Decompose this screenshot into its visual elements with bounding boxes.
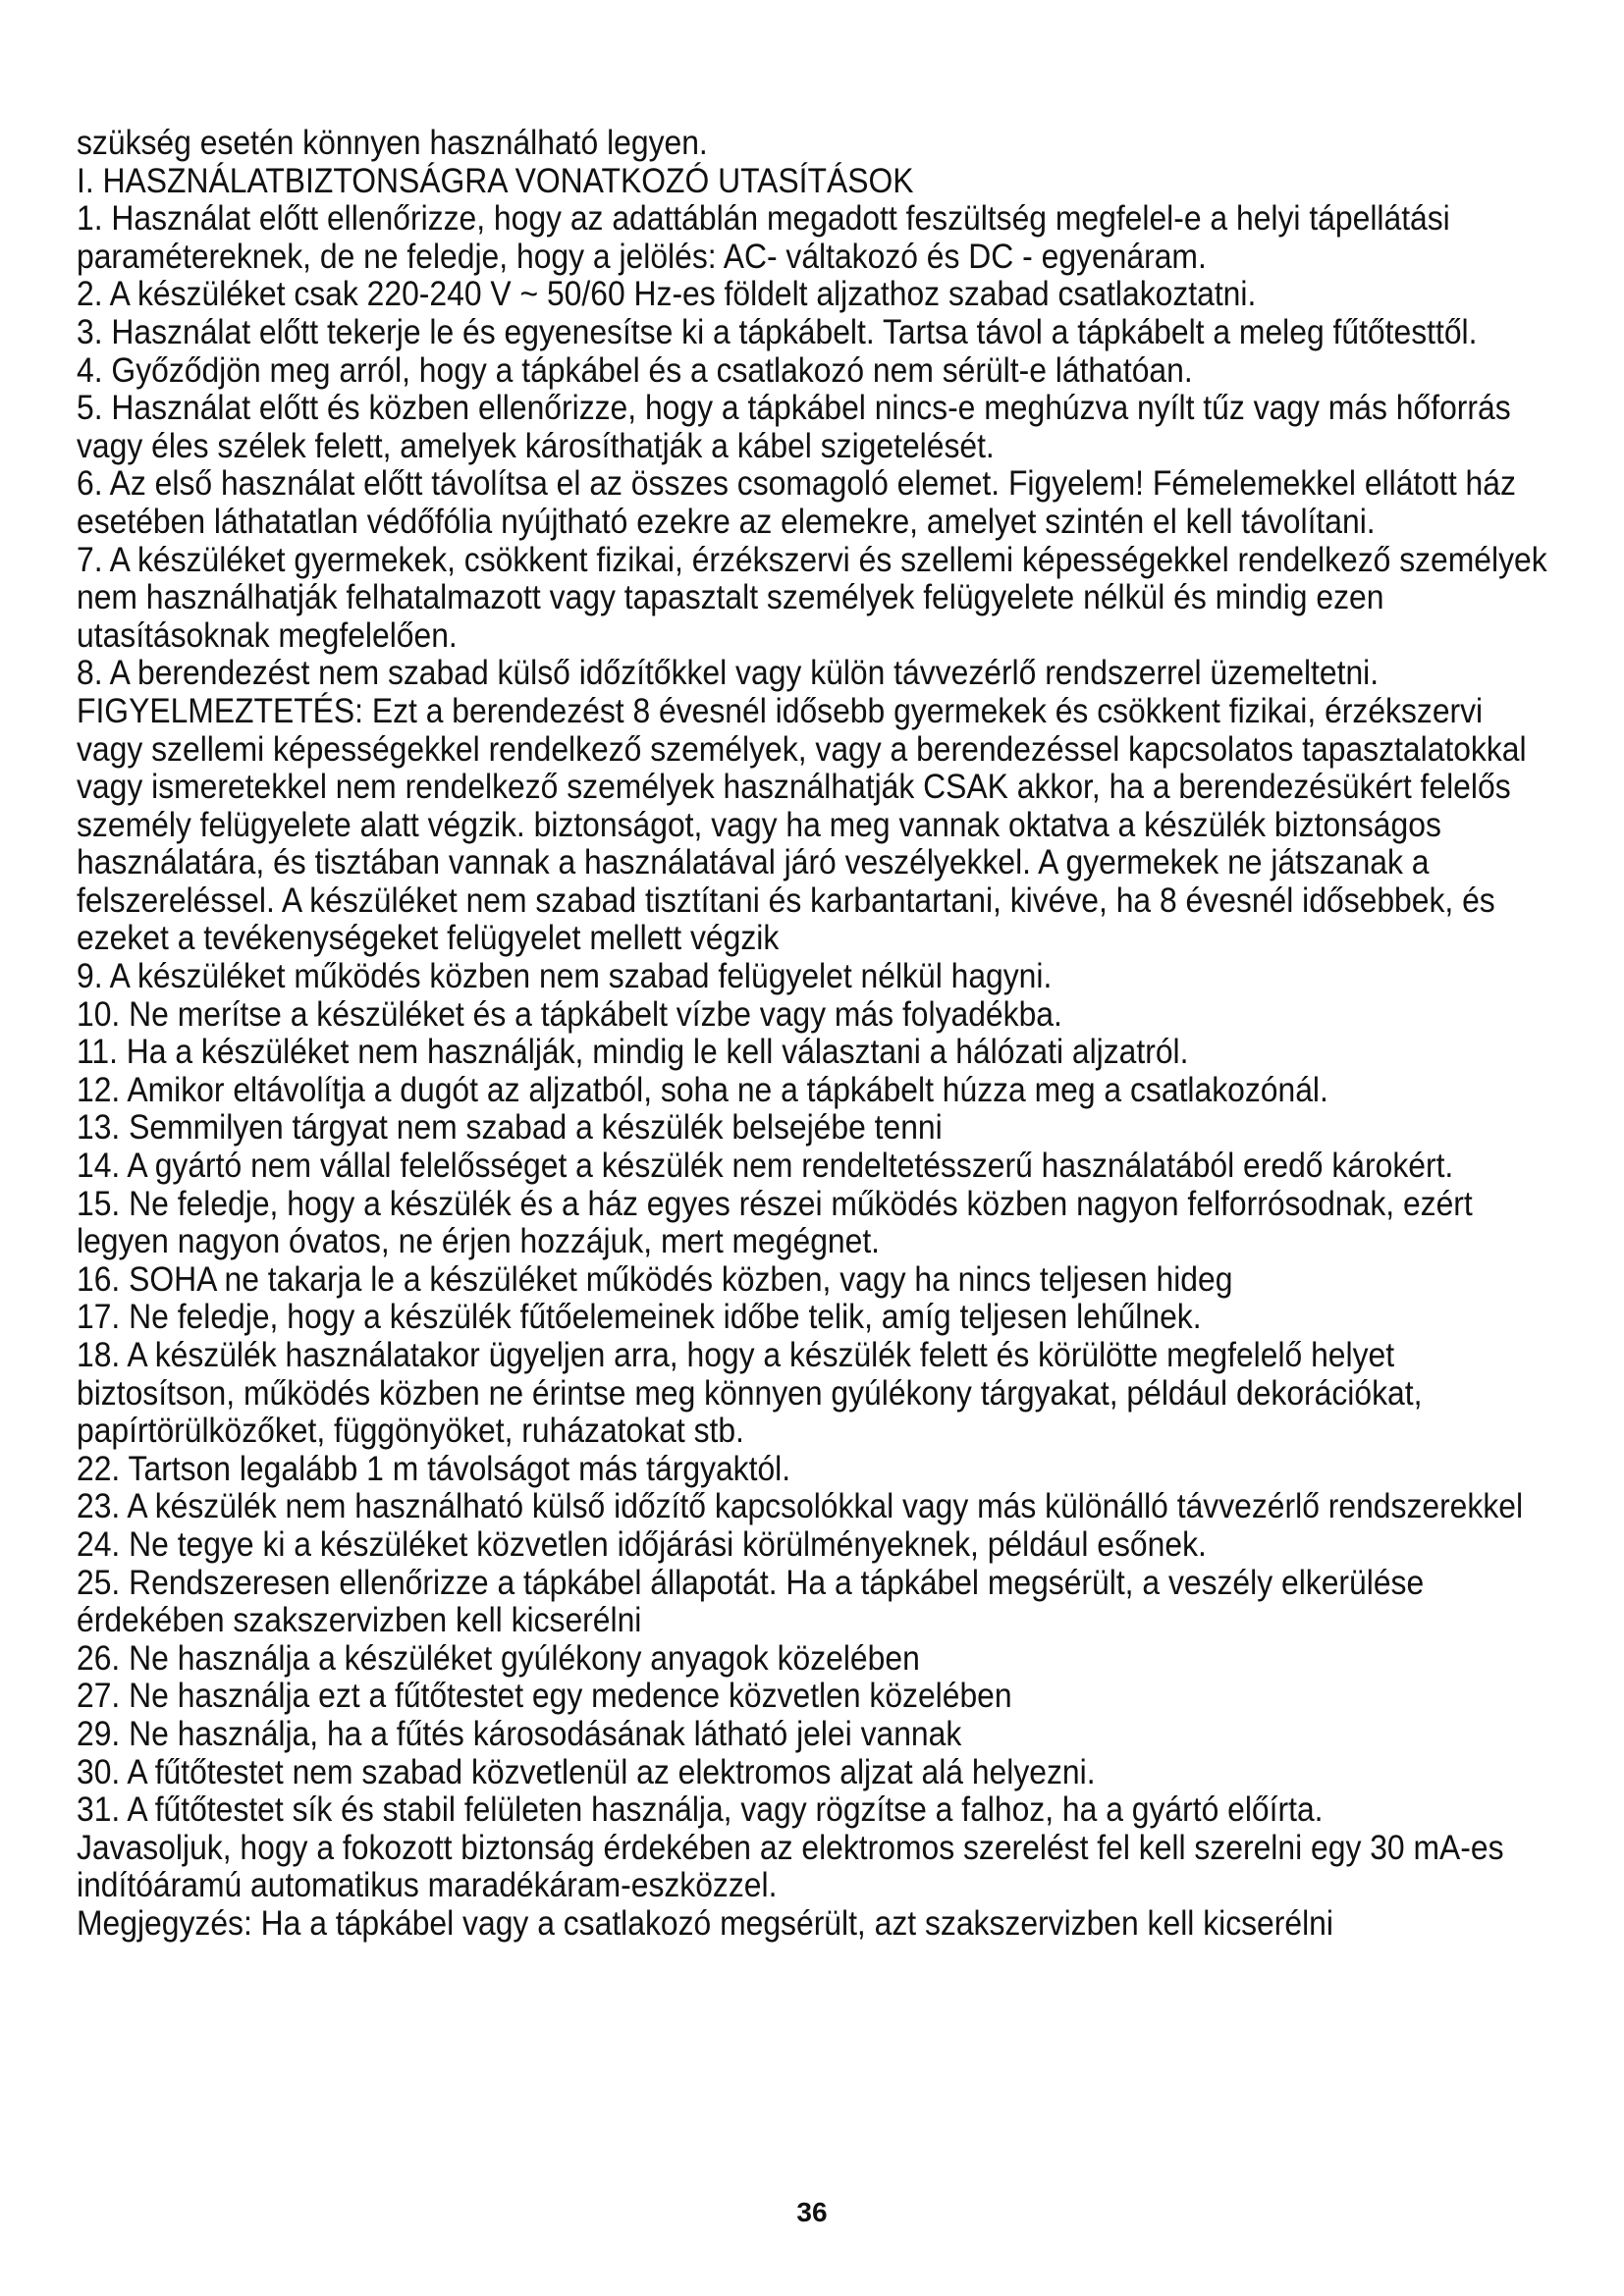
instruction-item-8: 8. A berendezést nem szabad külső időzítőkkel vagy külön távvezérlő rendszerrel üzemeltetni.	[77, 653, 1380, 693]
instruction-item-17: 17. Ne feledje, hogy a készülék fűtőelemeinek időbe telik, amíg teljesen lehűlnek.	[77, 1297, 1202, 1337]
intro-fragment: szükség esetén könnyen használható legyen.	[77, 123, 708, 162]
instruction-item-26: 26. Ne használja a készüléket gyúlékony anyagok közelében	[77, 1637, 920, 1678]
instruction-item-3: 3. Használat előtt tekerje le és egyenesítse ki a tápkábelt. Tartsa távol a tápkábelt a meleg fűtőtesttől.	[77, 311, 1478, 351]
section-heading: I. HASZNÁLATBIZTONSÁGRA VONATKOZÓ UTASÍTÁSOK	[77, 160, 914, 200]
instruction-item-4: 4. Győződjön meg arról, hogy a tápkábel és a csatlakozó nem sérült-e láthatóan.	[77, 349, 1193, 390]
instruction-item-2: 2. A készüléket csak 220-240 V ~ 50/60 Hz-es földelt aljzathoz szabad csatlakoztatni.	[77, 274, 1257, 314]
instruction-item-9: 9. A készüléket működés közben nem szabad felügyelet nélkül hagyni.	[77, 956, 1053, 996]
instructions-text	[77, 124, 1549, 1943]
instruction-item-30: 30. A fűtőtestet nem szabad közvetlenül az elektromos aljzat alá helyezni.	[77, 1751, 1096, 1791]
note-paragraph: Megjegyzés: Ha a tápkábel vagy a csatlakozó megsérült, azt szakszervizben kell kicserélni	[77, 1902, 1333, 1943]
instruction-item-13: 13. Semmilyen tárgyat nem szabad a készülék belsejébe tenni	[77, 1107, 943, 1148]
instruction-item-22: 22. Tartson legalább 1 m távolságot más tárgyaktól.	[77, 1448, 791, 1488]
instruction-item-16: 16. SOHA ne takarja le a készüléket működés közben, vagy ha nincs teljesen hideg	[77, 1258, 1233, 1299]
page-number: 36	[796, 2197, 828, 2227]
instruction-item-10: 10. Ne merítse a készüléket és a tápkábelt vízbe vagy más folyadékba.	[77, 993, 1062, 1034]
instruction-item-1: 1. Használat előtt ellenőrizze, hogy az adattáblán megadott feszültség megfelel-e a helyi tápellátási paramétereknek, de ne feledje, hogy a jelölés: AC- váltakozó és DC - egyenáram.	[77, 198, 1450, 276]
instruction-item-23: 23. A készülék nem használható külső időzítő kapcsolókkal vagy más különálló távvezérlő rendszerekkel	[77, 1486, 1524, 1526]
instruction-item-5: 5. Használat előtt és közben ellenőrizze, hogy a tápkábel nincs-e meghúzva nyílt tűz vagy más hőforrás vagy éles szélek felett, amelyek károsíthatják a kábel szigetelését.	[77, 388, 1511, 465]
instruction-item-29: 29. Ne használja, ha a fűtés károsodásának látható jelei vannak	[77, 1713, 962, 1753]
instruction-item-12: 12. Amikor eltávolítja a dugót az aljzatból, soha ne a tápkábelt húzza meg a csatlakozónál.	[77, 1069, 1328, 1109]
instruction-item-7: 7. A készüléket gyermekek, csökkent fizikai, érzékszervi és szellemi képességekkel rendelkező személyek nem használhatják felhatalmazott vagy tapasztalt személyek felügyelete nélkül és mindig ezen utasításoknak megfelelően.	[77, 539, 1547, 655]
instruction-item-15: 15. Ne feledje, hogy a készülék és a ház egyes részei működés közben nagyon felforrósodnak, ezért legyen nagyon óvatos, ne érjen hozzájuk, mert megégnet.	[77, 1183, 1473, 1261]
instruction-item-6: 6. Az első használat előtt távolítsa el az összes csomagoló elemet. Figyelem! Fémelemekkel ellátott ház esetében láthatatlan védőfólia nyújtható ezekre az elemekre, amelyet szintén el kell távolítani.	[77, 463, 1516, 541]
instruction-item-24: 24. Ne tegye ki a készüléket közvetlen időjárási körülményeknek, például esőnek.	[77, 1523, 1207, 1564]
warning-paragraph: FIGYELMEZTETÉS: Ezt a berendezést 8 évesnél idősebb gyermekek és csökkent fizikai, érzékszervi vagy szellemi képességekkel rendelkező személyek, vagy a berendezéssel kapcsolatos tapasztalatokkal vagy ismeretekkel nem rendelkező személyek használhatják CSAK akkor, ha a berendezésükért felelős személy felügyelete alatt végzik. biztonságot, vagy ha meg vannak oktatva a készülék biztonságos használatára, és tisztában vannak a használatával járó veszélyekkel. A gyermekek ne játszanak a felszereléssel. A készüléket nem szabad tisztítani és karbantartani, kivéve, ha 8 évesnél idősebbek, és ezeket a tevékenységeket felügyelet mellett végzik	[77, 690, 1527, 958]
instruction-item-27: 27. Ne használja ezt a fűtőtestet egy medence közvetlen közelében	[77, 1676, 1012, 1716]
instruction-item-31: 31. A fűtőtestet sík és stabil felületen használja, vagy rögzítse a falhoz, ha a gyártó előírta.	[77, 1789, 1324, 1830]
instruction-item-11: 11. Ha a készüléket nem használják, mindig le kell választani a hálózati aljzatról.	[77, 1032, 1189, 1072]
instruction-item-25: 25. Rendszeresen ellenőrizze a tápkábel állapotát. Ha a tápkábel megsérült, a veszély elkerülése érdekében szakszervizben kell kicserélni	[77, 1562, 1425, 1640]
instruction-item-14: 14. A gyártó nem vállal felelősséget a készülék nem rendeltetésszerű használatából eredő károkért.	[77, 1146, 1454, 1186]
recommendation-paragraph: Javasoljuk, hogy a fokozott biztonság érdekében az elektromos szerelést fel kell szerelni egy 30 mA-es indítóáramú automatikus maradékáram-eszközzel.	[77, 1827, 1504, 1905]
instruction-item-18: 18. A készülék használatakor ügyeljen arra, hogy a készülék felett és körülötte megfelelő helyet biztosítson, működés közben ne érintse meg könnyen gyúlékony tárgyakat, például dekorációkat, papírtörülközőket, függönyöket, ruházatokat stb.	[77, 1335, 1423, 1451]
